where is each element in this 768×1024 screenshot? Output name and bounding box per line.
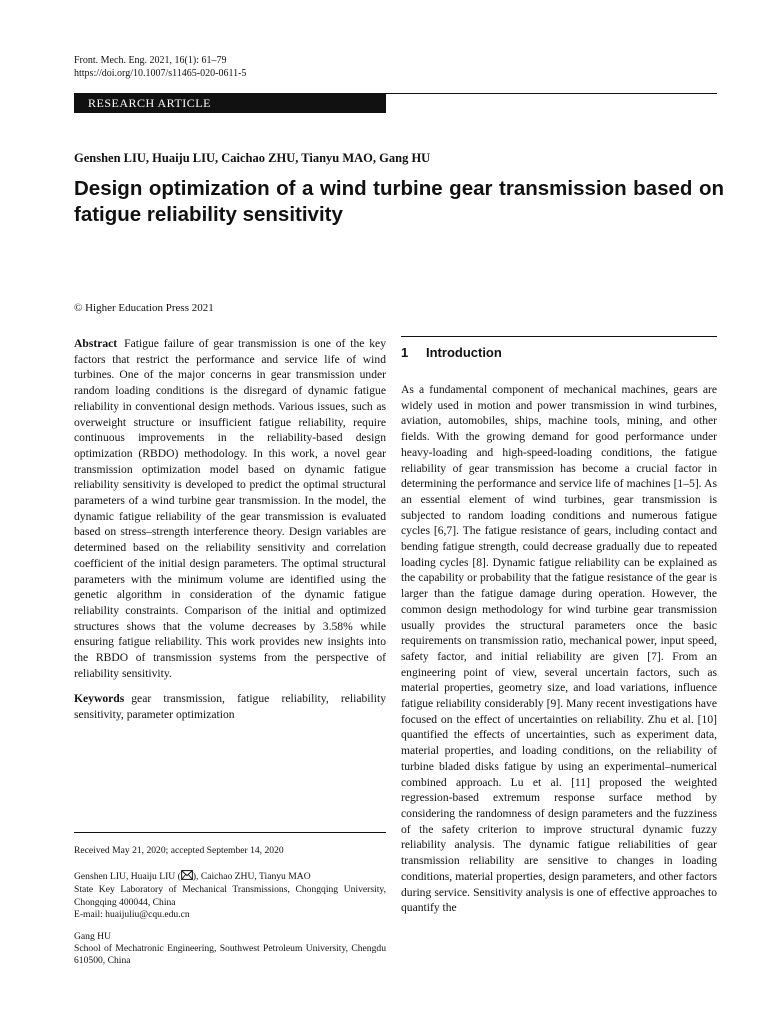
- copyright-notice: © Higher Education Press 2021: [74, 302, 214, 314]
- abstract-text: Fatigue failure of gear transmission is one of the key factors that restrict the performance and service life of wind turbines. One of the major concerns in gear transmission under random loading conditions is the disregard of dynamic fatigue reliability in conventional design methods. Various issues, such as overweight structure or insufficient fatigue reliability, require continuous improvements in the reliability-based design optimization (RBDO) methodology. In this work, a novel gear transmission optimization model based on dynamic fatigue reliability sensitivity is developed to predict the optimal structural parameters of a wind turbine gear transmission. In the model, the dynamic fatigue reliability of the gear transmission is evaluated based on stress–strength interference theory. Design variables are determined based on the reliability sensitivity and correlation coefficient of the initial design parameters. The optimal structural parameters with the minimum volume are identified using the genetic algorithm in consideration of the dynamic fatigue reliability constraints. Comparison of the initial and optimized structures shows that the volume decreases by 3.58% while ensuring fatigue reliability. This work provides new insights into the RBDO of transmission systems from the perspective of reliability sensitivity.: [74, 337, 386, 680]
- section-heading: [401, 345, 717, 360]
- header-rule: [386, 93, 717, 94]
- article-type-label: RESEARCH ARTICLE: [88, 96, 211, 110]
- affiliation-2-name: Gang HU: [74, 931, 112, 943]
- article-title: Design optimization of a wind turbine gear transmission based on fatigue reliability sensitivity: [74, 177, 724, 226]
- affiliation-1-names: [74, 870, 386, 884]
- left-column: [74, 336, 386, 723]
- corresponding-email[interactable]: E-mail: huaijuliu@cqu.edu.cn: [74, 908, 190, 920]
- affiliation-1-names-end: ), Caichao ZHU, Tianyu MAO: [192, 871, 311, 883]
- section-rule: [401, 336, 717, 337]
- received-dates: Received May 21, 2020; accepted September 14, 2020: [74, 845, 284, 856]
- affiliation-1-address: State Key Laboratory of Mechanical Transmissions, Chongqing University, Chongqing 400044, China: [74, 884, 386, 908]
- author-list: Genshen LIU, Huaiju LIU, Caichao ZHU, Tianyu MAO, Gang HU: [74, 151, 431, 165]
- affiliation-1: [74, 870, 386, 921]
- right-column: [401, 336, 717, 916]
- section-number: 1: [401, 345, 409, 360]
- affiliation-2: [74, 931, 386, 968]
- envelope-icon: [181, 870, 193, 884]
- affiliation-1-names-start: Genshen LIU, Huaiju LIU (: [74, 871, 181, 883]
- keywords: [74, 691, 386, 722]
- affiliation-2-address: School of Mechatronic Engineering, Southwest Petroleum University, Chengdu 610500, China: [74, 943, 386, 967]
- keywords-text: gear transmission, fatigue reliability, reliability sensitivity, parameter optimization: [74, 692, 386, 722]
- doi-link[interactable]: https://doi.org/10.1007/s11465-020-0611-5: [74, 67, 247, 79]
- journal-citation: Front. Mech. Eng. 2021, 16(1): 61–79: [74, 55, 227, 66]
- article-type-bar: [74, 93, 717, 113]
- journal-info: [74, 55, 246, 80]
- abstract-label: Abstract: [74, 337, 118, 350]
- footnotes: [74, 832, 386, 978]
- footnote-rule: [74, 832, 386, 833]
- section-title: Introduction: [426, 345, 502, 360]
- abstract: [74, 336, 386, 681]
- introduction-text: As a fundamental component of mechanical machines, gears are widely used in motion and power transmission in wind turbines, aviation, automobiles, ships, machine tools, mining, and other fields. With the growing demand for good performance under heavy-loading and high-speed-loading conditions, the fatigue reliability of gear transmission has become a crucial factor in determining the performance and service life of machines [1–5]. As an essential element of wind turbines, gear transmission is subjected to random loading conditions and numerous fatigue cycles [6,7]. The fatigue resistance of gears, including contact and bending fatigue strength, could decrease gradually due to repeated loading cycles [8]. Dynamic fatigue reliability can be explained as the capability or probability that the fatigue resistance of the gear is larger than the fatigue damage during operation. However, the common design methodology for wind turbine gear transmission usually provides the structural parameters once the basic requirements on transmission ratio, mechanical power, input speed, safety factor, and initial reliability are given [7]. From an engineering point of view, several uncertain factors, such as material properties, geometry size, and load variations, influence fatigue reliability considerably [9]. Many recent investigations have focused on the effect of uncertainties on reliability. Zhu et al. [10] quantified the effects of uncertainties, such as experiment data, material properties, and loading conditions, on the reliability of turbine bladed disks fatigue by using an experimental–numerical combined approach. Lu et al. [11] proposed the weighted regression-based extremum response surface method by considering the randomness of design parameters and the fuzziness of the safety criterion to improve structural dynamic fuzzy reliability analysis. The dynamic fatigue reliabilities of gear transmission reliability are sensitive to changes in loading conditions, material properties, design parameters, and other factors during service. Sensitivity analysis is one of effective approaches to quantify the: [401, 383, 717, 915]
- keywords-label: Keywords: [74, 692, 125, 706]
